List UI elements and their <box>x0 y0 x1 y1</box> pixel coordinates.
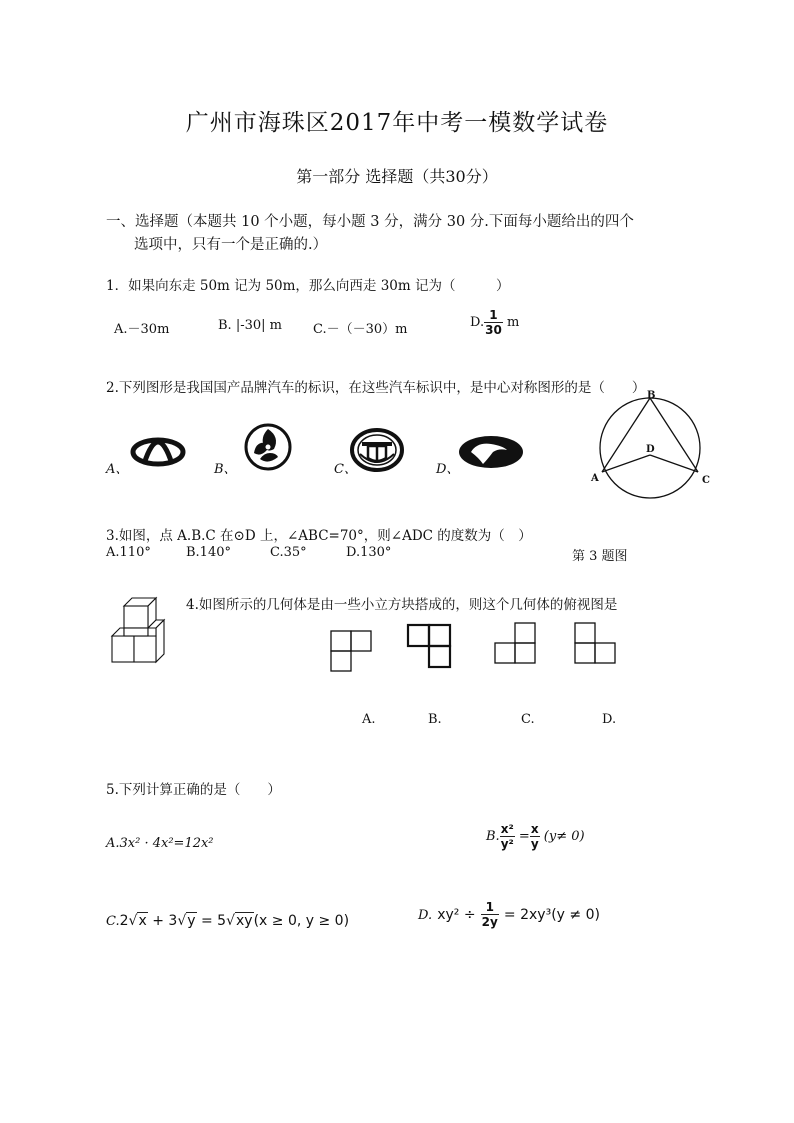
q1-option-d-unit: m <box>506 315 520 330</box>
fraction-denominator: 2y <box>481 915 498 929</box>
q5-option-d-prefix: D. <box>418 908 433 923</box>
radicand: xy <box>236 913 253 929</box>
q3-point-a-label: A <box>591 473 599 484</box>
q4-option-c: C. <box>521 712 535 727</box>
q5-option-b-prefix: B. <box>486 829 500 844</box>
car-logo-c-icon <box>350 428 404 472</box>
q4-cube-solid-figure <box>110 598 170 664</box>
q5-option-a: A.3x² · 4x²=12x² <box>106 836 214 851</box>
q2-option-c-label: C、 <box>334 462 357 477</box>
q3-option-d: D.130° <box>346 545 392 560</box>
q5-option-b-condition: (y≠ 0) <box>543 829 585 844</box>
q1-option-d <box>470 308 519 337</box>
q1-option-a: A.－30m <box>114 322 170 337</box>
q3-stem: 3.如图，点 A.B.C 在⊙D 上，∠ABC=70°，则∠ADC 的度数为（ ） <box>106 528 532 544</box>
q3-option-b: B.140° <box>186 545 231 560</box>
q1-option-d-fraction <box>484 308 503 337</box>
radicand: x <box>138 913 147 929</box>
q5-option-b <box>486 822 585 851</box>
operator: + 3 <box>147 913 178 929</box>
condition: (x ≥ 0, y ≥ 0) <box>253 913 350 929</box>
q3-point-d-label: D <box>646 444 655 455</box>
q5-option-d <box>418 900 600 929</box>
q5-option-b-equals: = <box>518 829 530 844</box>
q2-option-d-label: D、 <box>436 462 460 477</box>
q5-option-c <box>106 910 349 929</box>
q1-option-b: B. |-30| m <box>218 318 282 333</box>
fraction-denominator: y <box>530 837 539 851</box>
car-logo-d-icon <box>457 434 525 470</box>
q5-option-b-fraction-left <box>500 822 515 851</box>
q2-option-b-label: B、 <box>214 462 237 477</box>
part-heading: 第一部分 选择题（共30分） <box>296 167 498 186</box>
q5-stem: 5.下列计算正确的是（ ） <box>106 782 281 798</box>
car-logo-a-icon <box>130 426 186 470</box>
fraction-numerator: x <box>530 822 539 836</box>
q4-view-a-figure <box>330 630 374 674</box>
page-title: 广州市海珠区2017年中考一模数学试卷 <box>185 110 609 136</box>
q3-point-b-label: B <box>647 390 656 401</box>
q5-option-b-fraction-right <box>530 822 540 851</box>
q2-option-a-label: A、 <box>106 462 129 477</box>
fraction-denominator: 30 <box>485 323 502 337</box>
radicand: y <box>187 913 196 929</box>
q4-option-b: B. <box>428 712 442 727</box>
fraction-numerator: x² <box>500 822 514 836</box>
q1-option-c: C.－（－30）m <box>313 322 408 337</box>
fraction-numerator: 1 <box>481 900 499 915</box>
operator: = 5 <box>196 913 227 929</box>
section-instruction-line1: 一、选择题（本题共 10 个小题，每小题 3 分，满分 30 分.下面每小题给出的四个 <box>106 214 634 230</box>
q5-option-c-expression: 2√x + 3√y = 5√xy(x ≥ 0, y ≥ 0) <box>119 913 350 929</box>
fraction-denominator: y² <box>500 837 514 851</box>
car-logo-b-icon <box>244 423 292 471</box>
coefficient: 2 <box>119 913 129 929</box>
q4-option-d: D. <box>602 712 617 727</box>
section-instruction-line2: 选项中，只有一个是正确的.） <box>134 237 328 253</box>
q4-view-c-figure <box>494 622 538 666</box>
q5-option-d-right: = 2xy³(y ≠ 0) <box>503 907 600 923</box>
q3-option-c: C.35° <box>270 545 307 560</box>
q1-stem: 1．如果向东走 50m 记为 50m，那么向西走 30m 记为（ ） <box>106 278 510 294</box>
fraction-numerator: 1 <box>484 308 503 323</box>
q5-option-c-prefix: C. <box>106 914 120 929</box>
q3-option-a: A.110° <box>106 545 151 560</box>
q2-stem: 2.下列图形是我国国产品牌汽车的标识，在这些汽车标识中，是中心对称图形的是（ ） <box>106 380 646 396</box>
q3-circle-figure <box>590 390 720 500</box>
q4-view-d-figure <box>574 622 618 666</box>
q3-figure-caption: 第 3 题图 <box>572 549 628 564</box>
q4-option-a: A. <box>362 712 376 727</box>
q3-point-c-label: C <box>702 475 710 486</box>
q4-stem: 4.如图所示的几何体是由一些小立方块搭成的，则这个几何体的俯视图是 <box>186 597 618 613</box>
q4-view-b-figure <box>407 624 453 670</box>
q5-option-d-left: xy² ÷ <box>437 907 476 923</box>
q5-option-d-fraction <box>481 900 499 929</box>
q1-option-d-prefix: D. <box>470 315 485 330</box>
